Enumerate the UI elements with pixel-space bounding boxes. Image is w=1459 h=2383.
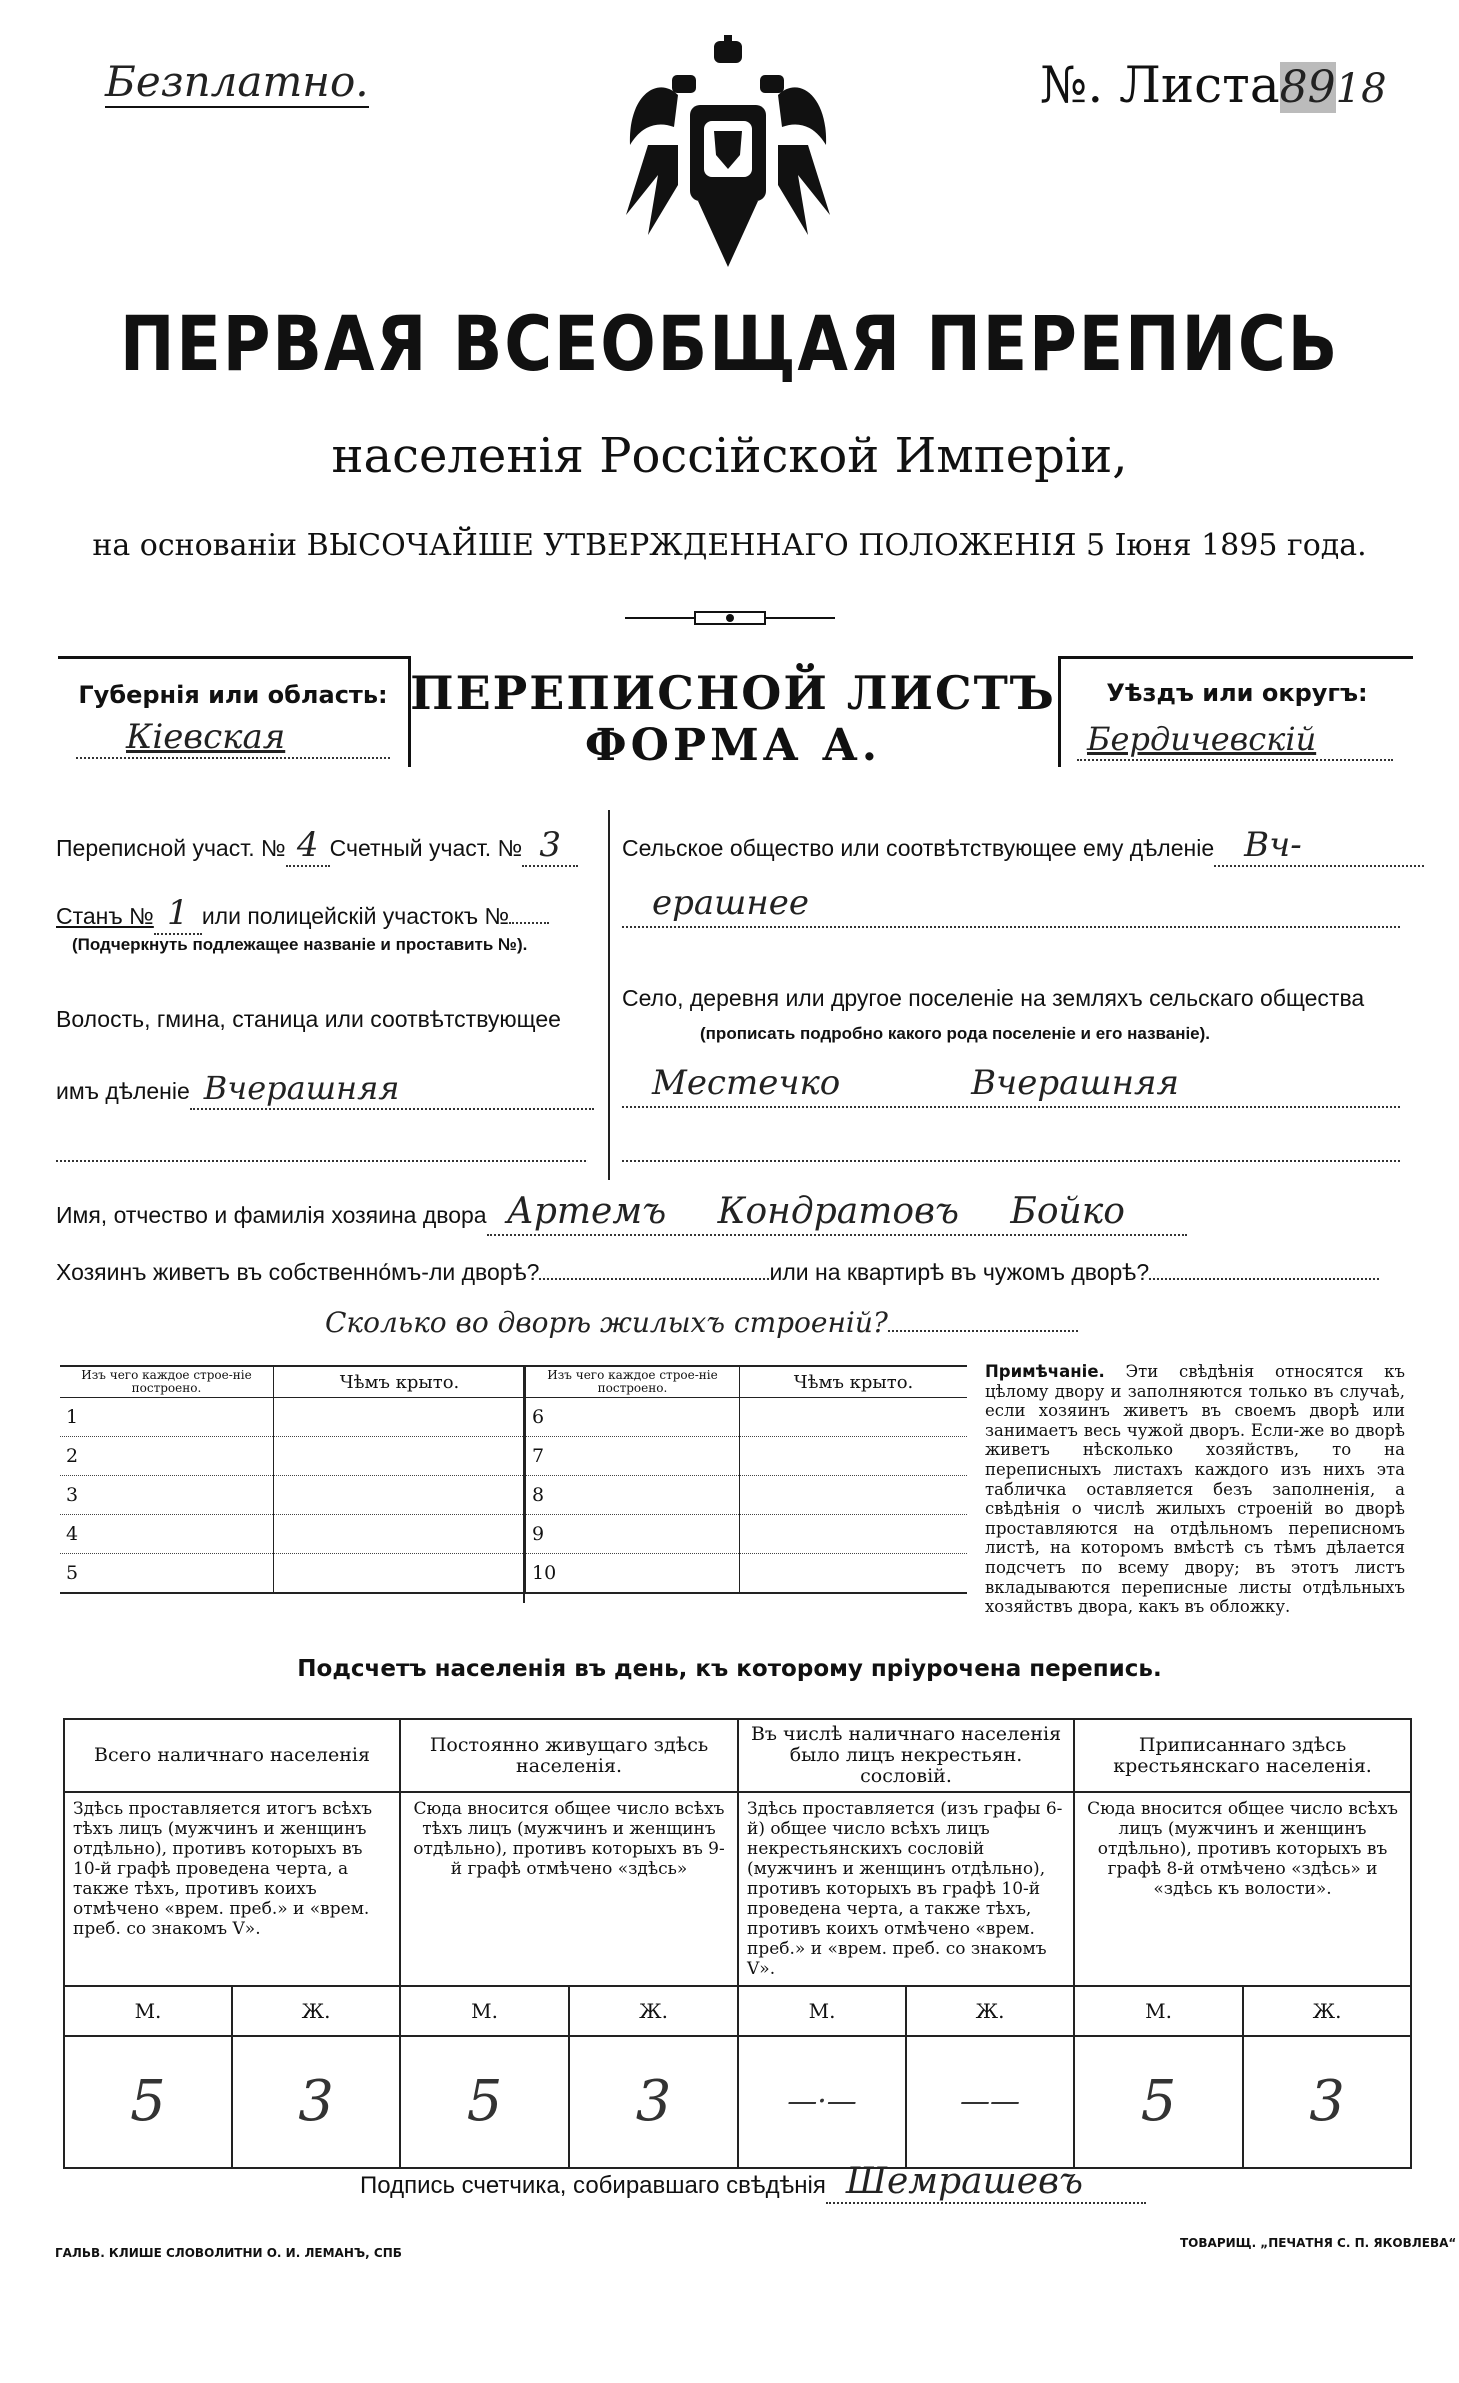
cell (274, 1398, 526, 1437)
volost-value: Вчерашняя (190, 1068, 594, 1110)
cell (740, 1515, 968, 1554)
count-desc-total: Здѣсь проставляется итогъ всѣхъ тѣхъ лицъ (мужчинъ и женщинъ отдѣльно), противъ которыхъ въ 10-й графѣ проведена черта, а также тѣхъ, противъ коихъ отмѣчено «врем. преб.» и «врем. преб. со знакомъ V». (64, 1792, 400, 1986)
buildings-note (985, 1362, 1405, 1617)
selo-value: Местечко Вчерашняя (622, 1060, 1400, 1108)
peasant-female-value: 3 (1243, 2036, 1411, 2168)
count-desc-non-peasant: Здѣсь проставляется (изъ графы 6-й) общее число всѣхъ лицъ некрестьянскихъ сословій (мужчинъ и женщинъ отдѣльно), противъ которыхъ въ графѣ 10-й проведена черта, а также тѣхъ, противъ коихъ отмѣчено «врем. преб.» и «врем. преб. со знакомъ V». (738, 1792, 1074, 1986)
owner-name-value: Артемъ Кондратовъ Бойко (487, 1190, 1187, 1236)
owner-lives-value (539, 1278, 769, 1280)
row-number: 3 (60, 1476, 274, 1515)
row-number: 7 (526, 1437, 740, 1476)
male-header: М. (1074, 1986, 1243, 2036)
female-header: Ж. (569, 1986, 738, 2036)
volost-extra-line (56, 1150, 586, 1162)
row-number: 10 (526, 1554, 740, 1594)
buildings-question-label: Сколько во дворѣ жилыхъ строеній? (325, 1306, 888, 1339)
buildings-question (325, 1306, 1078, 1339)
cell (740, 1398, 968, 1437)
cell (274, 1554, 526, 1594)
signature-label: Подпись счетчика, собиравшаго свѣдѣнія (360, 2172, 826, 2199)
count-col-non-peasant: Въ числѣ наличнаго населенія было лицъ некрестьян. сословій. (738, 1719, 1074, 1792)
count-desc-peasant: Сюда вносится общее число всѣхъ лицъ (мужчинъ и женщинъ отдѣльно), противъ которыхъ въ графѣ 8-й отмѣчено «здѣсь» и «здѣсь къ волости». (1074, 1792, 1411, 1986)
form-type: ФОРМА А. (584, 720, 882, 771)
permanent-female-value: 3 (569, 2036, 738, 2168)
stan-row (56, 893, 616, 936)
police-value (509, 922, 549, 924)
stan-label: Станъ № (56, 903, 154, 929)
table-row (60, 1476, 525, 1515)
cell (740, 1554, 968, 1594)
owner-name-row (56, 1190, 1406, 1237)
schetny-value: 3 (522, 825, 578, 867)
row-number: 2 (60, 1437, 274, 1476)
obshchestvo-label: Сельское общество или соотвѣтствующее ему дѣленіе (622, 835, 1215, 861)
sheet-number-extra: 18 (1335, 66, 1387, 112)
female-header: Ж. (1243, 1986, 1411, 2036)
non-peasant-female-value: —— (906, 2036, 1074, 2168)
guberniya-value: Кіевская (76, 717, 390, 759)
count-col-peasant: Приписаннаго здѣсь крестьянскаго населенія. (1074, 1719, 1411, 1792)
schetny-label: Счетный участ. № (329, 835, 523, 861)
owner-or-value (1149, 1278, 1379, 1280)
cell (274, 1437, 526, 1476)
table-row (526, 1476, 968, 1515)
signature-value: Шемрашевъ (826, 2162, 1146, 2204)
table-row (60, 1398, 525, 1437)
form-title: ПЕРЕПИСНОЙ ЛИСТЪ (410, 666, 1056, 720)
uchastok-row (56, 825, 596, 868)
printer-left: ГАЛЬВ. КЛИШЕ СЛОВОЛИТНИ О. И. ЛЕМАНЪ, СПБ (55, 2246, 402, 2260)
row-number: 1 (60, 1398, 274, 1437)
sheet-number-label: №. Листа (1040, 56, 1280, 114)
buildings-col-material: Изъ чего каждое строе-ніе построено. (526, 1366, 740, 1398)
volost-label-2: имъ дѣленіе (56, 1078, 190, 1104)
owner-lives-label: Хозяинъ живетъ въ собственно́мъ-ли дворѣ? (56, 1259, 540, 1285)
male-header: М. (738, 1986, 906, 2036)
uezd-value: Бердичевскій (1077, 719, 1393, 761)
table-row (60, 1515, 525, 1554)
table-row (60, 1437, 525, 1476)
uezd-label: Уѣздъ или округъ: (1106, 679, 1368, 707)
obshchestvo-value-1: Вч- (1214, 825, 1424, 867)
guberniya-label: Губернія или область: (78, 681, 388, 709)
buildings-table-left (60, 1365, 525, 1594)
police-label: или полицейскій участокъ № (201, 903, 510, 929)
obshchestvo-value-2: ерашнее (622, 880, 1400, 928)
table-row (526, 1398, 968, 1437)
row-number: 5 (60, 1554, 274, 1594)
cell (740, 1476, 968, 1515)
buildings-question-value (888, 1330, 1078, 1332)
male-header: М. (400, 1986, 569, 2036)
peasant-male-value: 5 (1074, 2036, 1243, 2168)
signature-row (360, 2162, 1146, 2206)
buildings-col-material: Изъ чего каждое строе-ніе построено. (60, 1366, 274, 1398)
sheet-number-value: 89 (1279, 62, 1336, 113)
printer-right: ТОВАРИЩ. „ПЕЧАТНЯ С. П. ЯКОВЛЕВА“ (1180, 2236, 1457, 2250)
page-title: ПЕРВАЯ ВСЕОБЩАЯ ПЕРЕПИСЬ (119, 299, 1340, 388)
count-desc-permanent: Сюда вносится общее число всѣхъ тѣхъ лицъ (мужчинъ и женщинъ отдѣльно), противъ которыхъ въ 9-й графѣ отмѣчено «здѣсь» (400, 1792, 738, 1986)
selo-note: (прописать подробно какого рода поселеніе и его названіе). (700, 1024, 1211, 1043)
selo-extra-line (622, 1150, 1400, 1162)
cell (274, 1515, 526, 1554)
row-number: 4 (60, 1515, 274, 1554)
guberniya-box (58, 656, 411, 767)
non-peasant-male-value: —·— (738, 2036, 906, 2168)
count-title: Подсчетъ населенія въ день, къ которому пріурочена перепись. (297, 1656, 1162, 1682)
female-header: Ж. (232, 1986, 400, 2036)
table-row (526, 1515, 968, 1554)
legal-basis: на основаніи ВЫСОЧАЙШЕ УТВЕРЖДЕННАГО ПОЛОЖЕНІЯ 5 Іюня 1895 года. (92, 528, 1367, 563)
uchastok-value: 4 (286, 825, 330, 867)
table-row (60, 1554, 525, 1594)
volost-row (56, 1068, 586, 1111)
count-col-permanent: Постоянно живущаго здѣсь населенія. (400, 1719, 738, 1792)
total-female-value: 3 (232, 2036, 400, 2168)
row-number: 6 (526, 1398, 740, 1437)
selo-label: Село, деревня или другое поселеніе на земляхъ сельскаго общества (622, 985, 1365, 1011)
sheet-number (1040, 56, 1387, 118)
total-male-value: 5 (64, 2036, 232, 2168)
obshchestvo-row (622, 825, 1412, 868)
form-title-block (408, 656, 1058, 772)
male-header: М. (64, 1986, 232, 2036)
column-divider (608, 810, 610, 1180)
uezd-box (1058, 656, 1413, 767)
buildings-note-title: Примѣчаніе. (985, 1362, 1105, 1381)
page-subtitle: населенія Россійской Имперіи, (331, 428, 1128, 484)
count-col-total: Всего наличнаго населенія (64, 1719, 400, 1792)
row-number: 9 (526, 1515, 740, 1554)
table-row (526, 1437, 968, 1476)
owner-or-label: или на квартирѣ въ чужомъ дворѣ? (769, 1259, 1150, 1285)
free-label: Безплатно. (105, 57, 369, 106)
buildings-note-text: Эти свѣдѣнія относятся къ цѣлому двору и заполняются только въ случаѣ, если хозяинъ живетъ въ своемъ дворѣ или занимаетъ весь чужой дворъ. Если-же во дворѣ живетъ нѣсколько хозяйствъ, то на переписныхъ листахъ каждого изъ нихъ эта табличка оставляется безъ заполненія, а свѣдѣнія о числѣ жилыхъ строеній во дворѣ проставляются на отдѣльномъ переписномъ листѣ, на которомъ вмѣстѣ съ тѣмъ дѣлается подсчетъ по всему двору; въ этотъ листъ вкладываются переписные листы отдѣльныхъ хозяйствъ двора, какъ въ обложку. (985, 1362, 1405, 1617)
buildings-col-roof: Чѣмъ крыто. (740, 1366, 968, 1398)
row-number: 8 (526, 1476, 740, 1515)
stan-note: (Подчеркнуть подлежащее названіе и проставить №). (72, 935, 528, 954)
permanent-male-value: 5 (400, 2036, 569, 2168)
owner-name-label: Имя, отчество и фамилія хозяина двора (56, 1202, 487, 1228)
table-row (526, 1554, 968, 1594)
uchastok-label: Переписной участ. № (56, 835, 286, 861)
population-count-table (63, 1718, 1412, 2169)
cell (740, 1437, 968, 1476)
imperial-eagle-emblem (618, 35, 838, 275)
volost-label: Волость, гмина, станица или соотвѣтствующее (56, 1006, 561, 1032)
cell (274, 1476, 526, 1515)
female-header: Ж. (906, 1986, 1074, 2036)
buildings-table-right (525, 1365, 967, 1594)
buildings-col-roof: Чѣмъ крыто. (274, 1366, 526, 1398)
ornament-divider (625, 606, 835, 630)
owner-lives-row (56, 1254, 1406, 1290)
stan-value: 1 (154, 893, 202, 935)
